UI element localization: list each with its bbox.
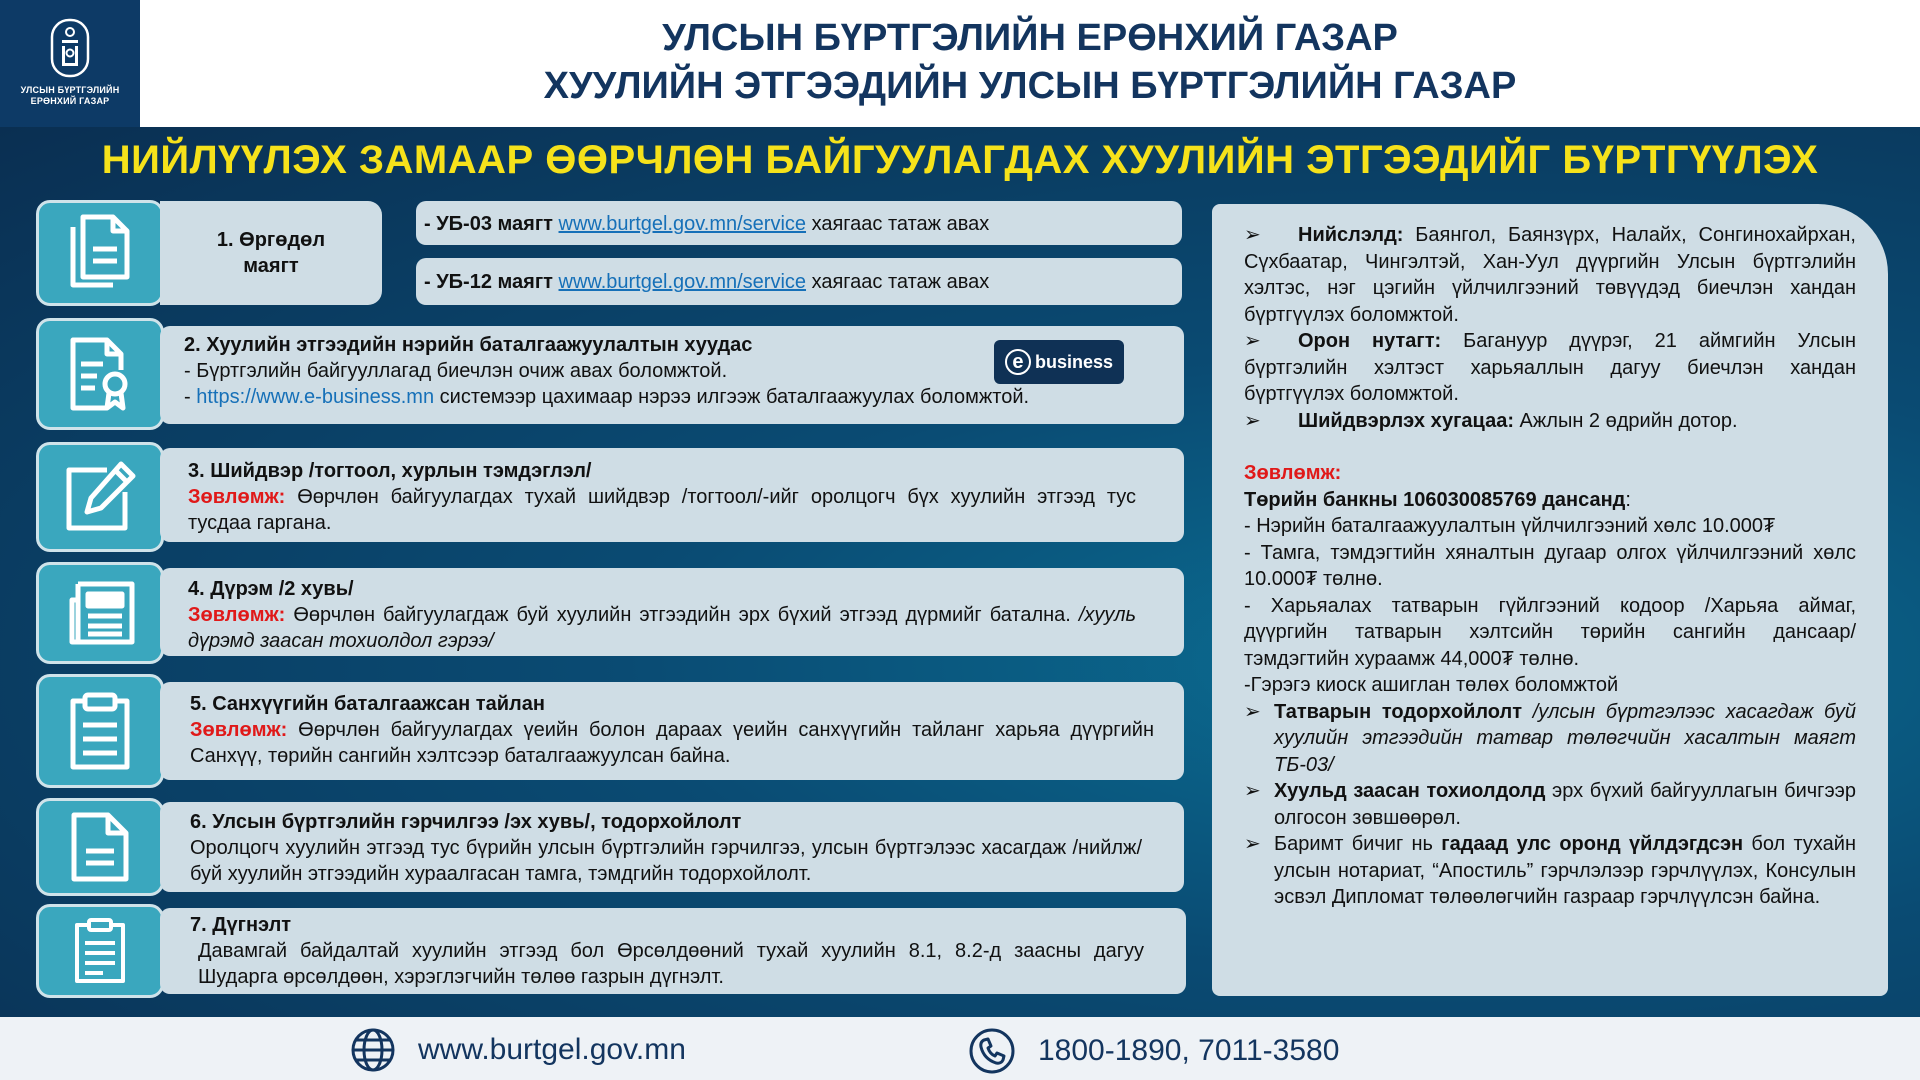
- arrow-bullet-icon: ➢: [1244, 780, 1261, 802]
- ebusiness-e-icon: e: [1005, 349, 1031, 375]
- step2-line2: - https://www.e-business.mn системээр цахимаар нэрээ илгээж баталгаажуулах боломжтой.: [184, 386, 1030, 408]
- step4-advice-label: Зөвлөмж:: [188, 604, 286, 626]
- step5-icon-tile: [36, 674, 164, 788]
- step6-title: 6. Улсын бүртгэлийн гэрчилгээ /эх хувь/, тодорхойлолт: [190, 811, 742, 833]
- step1-icon-tile: [36, 200, 164, 306]
- info-item-capital: ➢ Нийслэлд: Баянгол, Баянзүрх, Налайх, Сонгинохайрхан, Сүхбаатар, Чингэлтэй, Хан-Уул дүүргийн Улсын бүртгэлийн хэлтэс, нэг цэгийн үйлчилгээний төвүүдэд биечлэн хандан бүртгүүлэх боломжтой.: [1244, 222, 1856, 328]
- footer-phone[interactable]: [968, 1027, 1339, 1075]
- step7-text: Давамгай байдалтай хуулийн этгээд бол Өрсөлдөөний тухай хуулийн 8.1, 8.2-д заасны дагуу Шударга өрсөлдөөн, хэрэглэгчийн төлөө газрын дүгнэлт.: [198, 940, 1144, 988]
- step4-title: 4. Дүрэм /2 хувь/: [188, 578, 354, 600]
- ebusiness-link[interactable]: https://www.e-business.mn: [196, 386, 435, 408]
- bank-line: Төрийн банкны 106030085769 дансанд:: [1244, 488, 1631, 511]
- phone-text[interactable]: 1800-1890, 7011-3580: [1038, 1034, 1340, 1067]
- step2-icon-tile: [36, 318, 164, 430]
- step1-form1-card: [416, 201, 1182, 245]
- step5-advice-label: Зөвлөмж:: [190, 719, 288, 741]
- fee-2: - Тамга, тэмдэгтийн хяналтын дугаар олгох үйлчилгээний хөлс 10.000₮ төлнө.: [1244, 541, 1856, 590]
- clipboard-icon: [67, 691, 133, 771]
- documents-icon: [65, 213, 135, 293]
- step4-advice-italic: /хууль дүрэмд заасан тохиолдол гэрээ/: [188, 604, 1136, 652]
- step4-card: [160, 568, 1184, 656]
- info-item-foreign-docs: ➢ Баримт бичиг нь гадаад улс оронд үйлдэгдсэн бол тухайн улсын нотариат, “Апостиль” гэрчлэлээр гэрчлүүлэх, Консулын эсвэл Дипломат төлөөлөгчийн газраар гэрчлүүлсэн байна.: [1244, 831, 1856, 911]
- logo-text-line2: ЕРӨНХИЙ ГАЗАР: [30, 96, 110, 106]
- ebusiness-badge-text: business: [1034, 351, 1114, 372]
- step5-title: 5. Санхүүгийн баталгаажсан тайлан: [190, 693, 545, 715]
- edit-icon: [63, 460, 137, 534]
- step5-advice-text: Өөрчлөн байгуулагдах үеийн болон дараах үеийн санхүүгийн тайланг харьяа дүүргийн Санхүү, төрийн сангийн хэлтсээр баталгаажуулсан байна.: [190, 719, 1154, 767]
- step6-icon-tile: [36, 798, 164, 896]
- step1-title: 1. Өргөдөл маягт: [216, 229, 326, 277]
- step6-card: [160, 802, 1184, 892]
- arrow-bullet-icon: ➢: [1244, 833, 1261, 855]
- step7-card: [160, 908, 1186, 994]
- form2-link[interactable]: www.burtgel.gov.mn/service: [558, 271, 807, 293]
- info-item-permission: ➢ Хуульд заасан тохиолдолд эрх бүхий байгууллагын бичгээр олгосон зөвшөөрөл.: [1244, 778, 1856, 831]
- step1-form2-card: [416, 258, 1182, 305]
- certificate-icon: [67, 336, 133, 412]
- step5-card: [160, 682, 1184, 780]
- form2-rest: хаягаас татаж авах: [811, 271, 990, 293]
- form1-rest: хаягаас татаж авах: [811, 213, 990, 235]
- globe-icon: [350, 1027, 396, 1073]
- page-header: [0, 0, 1920, 127]
- logo-text-line1: УЛСЫН БҮРТГЭЛИЙН: [20, 85, 120, 95]
- fee-1: - Нэрийн баталгаажуулалтын үйлчилгээний хөлс 10.000₮: [1244, 515, 1776, 537]
- phone-icon: [968, 1027, 1016, 1075]
- fee-4: -Гэрэгэ киоск ашиглан төлөх боломжтой: [1244, 674, 1619, 696]
- main-title: НИЙЛҮҮЛЭХ ЗАМААР ӨӨРЧЛӨН БАЙГУУЛАГДАХ ХУУЛИЙН ЭТГЭЭДИЙГ БҮРТГҮҮЛЭХ: [101, 138, 1819, 182]
- info-item-local: ➢ Орон нутагт: Багануур дүүрэг, 21 аймгийн Улсын бүртгэлийн хэлтэст харьяаллын дагуу биечлэн хандан бүртгүүлэх боломжтой.: [1244, 328, 1856, 408]
- header-title-2: ХУУЛИЙН ЭТГЭЭДИЙН УЛСЫН БҮРТГЭЛИЙН ГАЗАР: [543, 65, 1517, 107]
- step2-line1: - Бүртгэлийн байгууллагад биечлэн очиж авах боломжтой.: [184, 360, 728, 382]
- step7-title: 7. Дүгнэлт: [190, 914, 292, 936]
- step3-icon-tile: [36, 442, 164, 552]
- step3-title: 3. Шийдвэр /тогтоол, хурлын тэмдэглэл/: [188, 460, 592, 482]
- info-advice-label: Зөвлөмж:: [1244, 462, 1342, 484]
- newspaper-icon: [64, 580, 136, 646]
- step4-icon-tile: [36, 562, 164, 664]
- step3-advice-label: Зөвлөмж:: [188, 486, 286, 508]
- report-clipboard-icon: [73, 917, 127, 985]
- arrow-bullet-icon: ➢: [1244, 330, 1261, 352]
- info-item-deadline: ➢ Шийдвэрлэх хугацаа: Ажлын 2 өдрийн дотор.: [1244, 408, 1856, 435]
- info-panel: [1212, 204, 1888, 996]
- footer-website[interactable]: [350, 1027, 686, 1073]
- step4-advice-text: Өөрчлөн байгуулагдаж буй хуулийн этгээдийн эрх бүхий этгээд дүрмийг батална.: [285, 604, 1079, 626]
- arrow-bullet-icon: ➢: [1244, 224, 1261, 246]
- header-title-1: УЛСЫН БҮРТГЭЛИЙН ЕРӨНХИЙ ГАЗАР: [662, 17, 1398, 59]
- step3-advice-text: Өөрчлөн байгуулагдах тухай шийдвэр /тогтоол/-ийг оролцогч бүх хуулийн этгээд тус тусдаа гаргана.: [188, 486, 1136, 534]
- step1-card: [160, 201, 382, 305]
- logo: [0, 0, 140, 127]
- page-footer: [0, 1017, 1920, 1080]
- arrow-bullet-icon: ➢: [1244, 700, 1261, 723]
- step2-title: 2. Хуулийн этгээдийн нэрийн баталгаажуулалтын хуудас: [184, 334, 753, 356]
- info-item-tax: ➢ Татварын тодорхойлолт /улсын бүртгэлээс хасагдаж буй хуулийн этгээдийн татвар төлөгчийн хасалтын маягт ТБ-03/: [1244, 699, 1856, 779]
- arrow-bullet-icon: ➢: [1244, 409, 1261, 432]
- form1-link[interactable]: www.burtgel.gov.mn/service: [558, 213, 807, 235]
- soyombo-logo-icon: [50, 18, 90, 78]
- step6-text: Оролцогч хуулийн этгээд тус бүрийн улсын бүртгэлийн гэрчилгээ, улсын бүртгэлээс хасагдаж /нийлж/ буй хуулийн этгээдийн хураалгасан тамга, тэмдгийн тодорхойлолт.: [190, 837, 1142, 885]
- form2-code: - УБ-12 маягт: [424, 271, 553, 293]
- document-icon: [70, 811, 130, 883]
- step7-icon-tile: [36, 904, 164, 998]
- form1-code: - УБ-03 маягт: [424, 213, 553, 235]
- ebusiness-badge[interactable]: [994, 340, 1124, 384]
- step3-card: [160, 448, 1184, 542]
- website-text[interactable]: www.burtgel.gov.mn: [418, 1033, 686, 1066]
- fee-3: - Харьяалах татварын гүйлгээний кодоор /Харьяа аймаг, дүүргийн татварын хэлтсийн төрийн сангийн дансаар/ тэмдэгтийн хураамж 44,000₮ төлнө.: [1244, 594, 1856, 670]
